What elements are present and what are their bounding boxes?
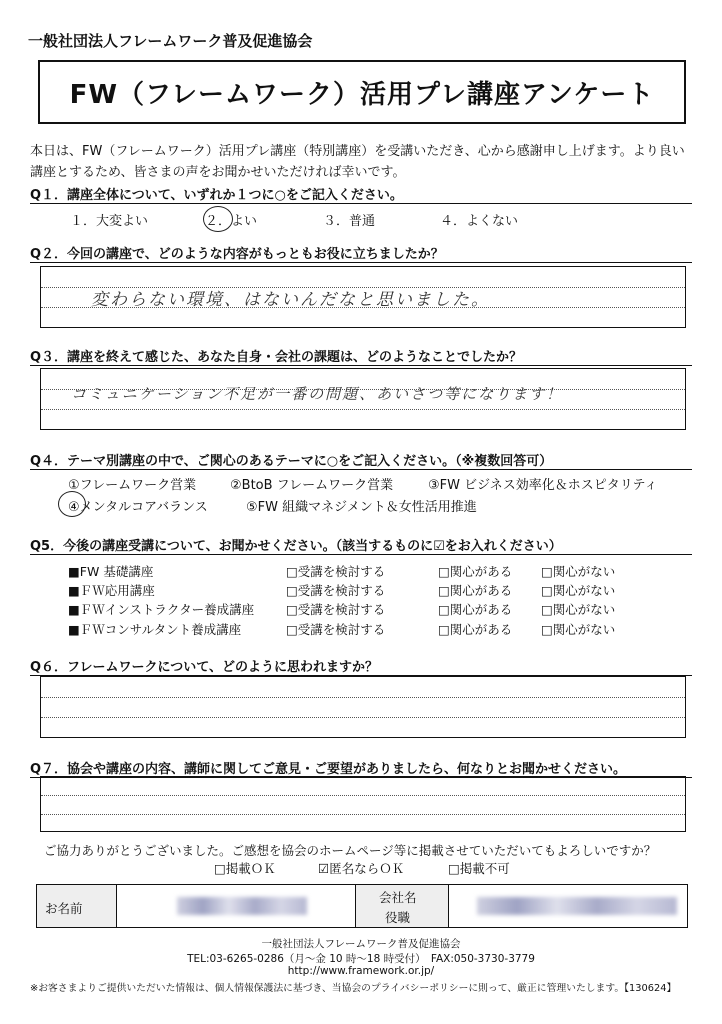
- q7-label: Q７．協会や講座の内容、講師に関してご意見・ご要望がありましたら、何なりとお聞かせください。: [30, 762, 627, 777]
- consent-option-no[interactable]: □掲載不可: [448, 861, 510, 876]
- q5-row-1-not-interested[interactable]: □関心がない: [541, 564, 616, 579]
- q4-option-3[interactable]: ③FW ビジネス効率化＆ホスピタリティ: [428, 478, 658, 493]
- q4-option-2[interactable]: ②BtoB フレームワーク営業: [230, 478, 394, 493]
- q6-answer-box[interactable]: [40, 676, 686, 738]
- q5-row-4-not-interested[interactable]: □関心がない: [541, 622, 616, 637]
- q1-option-1[interactable]: １．大変よい: [70, 214, 149, 229]
- q3-answer-box[interactable]: [40, 368, 686, 430]
- q5-row-2-consider[interactable]: □受講を検討する: [286, 583, 386, 598]
- q5-row-4-interested[interactable]: □関心がある: [438, 622, 513, 637]
- q4-selected-circle: [58, 491, 86, 517]
- company-value-redacted: [477, 897, 677, 915]
- q5-row-3-not-interested[interactable]: □関心がない: [541, 602, 616, 617]
- q4-rule: [30, 469, 692, 470]
- q1-option-3[interactable]: ３．普通: [323, 214, 376, 229]
- q4-label: Q４．テーマ別講座の中で、ご関心のあるテーマに○をご記入ください。（※複数回答可）: [30, 454, 553, 469]
- survey-title: FW（フレームワーク）活用プレ講座アンケート: [38, 60, 686, 124]
- q2-rule: [30, 262, 692, 263]
- q3-rule: [30, 365, 692, 366]
- q2-answer-box[interactable]: [40, 266, 686, 328]
- consent-option-ok[interactable]: □掲載ＯＫ: [214, 861, 276, 876]
- footer-contact: TEL:03-6265-0286（月～金 10 時～18 時受付） FAX:050-3730-3779: [187, 953, 535, 965]
- q1-label: Q１．講座全体について、いずれか１つに○をご記入ください。: [30, 188, 403, 203]
- q5-row-4-name: ■ＦＷコンサルタント養成講座: [68, 622, 242, 637]
- q5-row-4-consider[interactable]: □受講を検討する: [286, 622, 386, 637]
- q2-handwritten-answer: 変わらない環境、はないんだなと思いました。: [91, 290, 490, 310]
- q1-selected-circle: [203, 206, 233, 232]
- role-label: 役職: [385, 910, 411, 925]
- q5-row-1-consider[interactable]: □受講を検討する: [286, 564, 386, 579]
- q4-option-5[interactable]: ⑤FW 組織マネジメント＆女性活用推進: [246, 500, 477, 515]
- q1-option-4[interactable]: ４．よくない: [440, 214, 519, 229]
- q7-answer-box[interactable]: [40, 776, 686, 832]
- q5-rule: [30, 554, 692, 555]
- organization-name: 一般社団法人フレームワーク普及促進協会: [28, 32, 313, 50]
- q4-option-4[interactable]: ④メンタルコアバランス: [68, 500, 208, 515]
- q1-option-2[interactable]: ２．よい: [205, 214, 258, 229]
- footer-url[interactable]: http://www.framework.or.jp/: [287, 965, 435, 977]
- company-label: 会社名: [379, 890, 417, 905]
- q5-row-3-name: ■ＦＷインストラクター養成講座: [68, 602, 255, 617]
- respondent-info-table: [36, 884, 688, 928]
- q6-label: Q６．フレームワークについて、どのように思われますか？: [30, 660, 379, 675]
- consent-option-anonymous[interactable]: ☑匿名ならＯＫ: [318, 861, 405, 876]
- q1-rule: [30, 203, 692, 204]
- q5-row-3-interested[interactable]: □関心がある: [438, 602, 513, 617]
- name-label: お名前: [45, 901, 83, 916]
- q5-row-2-not-interested[interactable]: □関心がない: [541, 583, 616, 598]
- q5-label: Q5．今後の講座受講について、お聞かせください。（該当するものに☑をお入れください）: [30, 539, 562, 554]
- q5-row-2-interested[interactable]: □関心がある: [438, 583, 513, 598]
- q5-row-1-interested[interactable]: □関心がある: [438, 564, 513, 579]
- q5-row-1-name: ■FW 基礎講座: [68, 564, 154, 579]
- footer-org: 一般社団法人フレームワーク普及促進協会: [261, 938, 461, 950]
- q3-label: Q３．講座を終えて感じた、あなた自身・会社の課題は、どのようなことでしたか？: [30, 350, 523, 365]
- intro-text: 本日は、FW（フレームワーク）活用プレ講座（特別講座）を受講いただき、心から感謝申し上げます。より良い講座とするため、皆さまの声をお聞かせいただければ幸いです。: [30, 144, 685, 180]
- name-value-redacted: [177, 897, 307, 915]
- q3-handwritten-answer: コミュニケーション不足が一番の問題、あいさつ等になります！: [71, 385, 564, 403]
- privacy-notice: ※お客さまよりご提供いただいた情報は、個人情報保護法に基づき、当協会のプライバシーポリシーに則って、厳正に管理いたします。【130624】: [30, 983, 677, 994]
- consent-question: ご協力ありがとうございました。ご感想を協会のホームページ等に掲載させていただいてもよろしいですか？: [44, 843, 657, 858]
- q5-row-3-consider[interactable]: □受講を検討する: [286, 602, 386, 617]
- q5-row-2-name: ■ＦＷ応用講座: [68, 583, 155, 598]
- q4-option-1[interactable]: ①フレームワーク営業: [68, 478, 197, 493]
- q2-label: Q２．今回の講座で、どのような内容がもっともお役に立ちましたか？: [30, 247, 444, 262]
